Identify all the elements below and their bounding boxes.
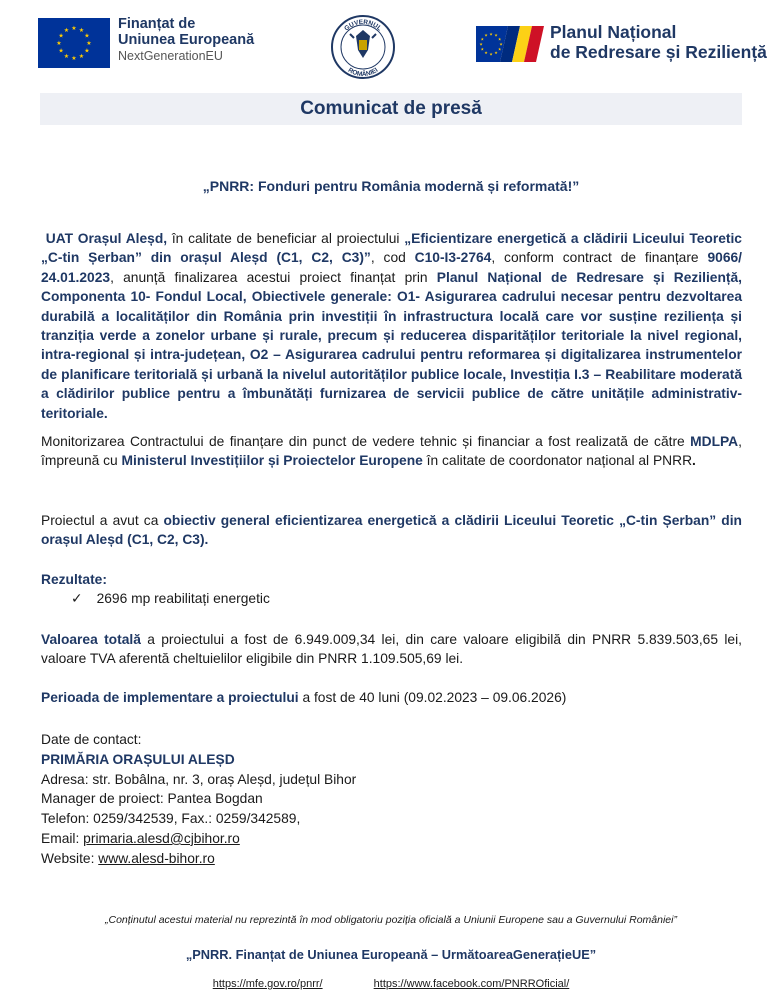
contact-phone: Telefon: 0259/342539, Fax.: 0259/342589, [41, 811, 301, 827]
eu-star-icon: ★ [71, 56, 77, 63]
result-text: 2696 mp reabilitați energetic [96, 591, 270, 607]
text-span: , conform contract de finanțare [491, 250, 708, 266]
value-paragraph [41, 630, 742, 669]
eu-star-icon: ★ [489, 51, 493, 57]
footer-slogan: „PNRR. Finanțat de Uniunea Europeană – UrmătoareaGenerațieUE” [185, 947, 597, 962]
pnrr-logo-line1: Planul Național [550, 22, 677, 42]
objective-paragraph [41, 511, 742, 550]
eu-star-icon: ★ [84, 33, 90, 40]
contract-number: 9066/ 24.01.2023 [41, 250, 742, 285]
general-objective: obiectiv general eficientizarea energetică a clădirii Liceului Teoretic „C-tin Șerban” din orașul Aleșd (C1, C2, C3). [41, 513, 742, 548]
total-value-label: Valoarea totală [41, 632, 141, 647]
eu-funding-logo-text [118, 16, 254, 64]
disclaimer: „Conținutul acestui material nu reprezintă în mod obligatoriu poziția oficială a Uniunii Europene sau a Guvernului României” [105, 914, 677, 926]
contact-org: PRIMĂRIA ORAȘULUI ALEȘD [41, 751, 235, 767]
mfe-link[interactable]: https://mfe.gov.ro/pnrr/ [212, 978, 323, 990]
text-span: în calitate de coordonator național al PNRR [422, 453, 693, 469]
text-span: , cod [370, 250, 415, 266]
monitoring-paragraph [41, 432, 742, 471]
contact-label: Date de contact: [41, 732, 142, 747]
ministry: Ministerul Investițiilor și Proiectelor Europene [121, 453, 423, 469]
contact-section [41, 730, 742, 869]
pnrr-logo-line2: de Redresare și Reziliență [550, 42, 767, 62]
text-span: Monitorizarea Contractului de finanțare din punct de vedere tehnic și financiar a fost realizată de către [41, 434, 691, 449]
contact-email-row [41, 829, 742, 849]
eu-star-icon: ★ [499, 41, 503, 47]
eu-star-icon: ★ [484, 32, 488, 38]
svg-text:ROMÂNIEI: ROMÂNIEI [346, 66, 380, 79]
mdlpa: MDLPA [690, 434, 739, 449]
pnrr-logo-text [550, 22, 767, 62]
eu-star-icon: ★ [71, 26, 77, 33]
text-span: în calitate de beneficiar al proiectului [167, 231, 405, 246]
eu-star-icon: ★ [480, 36, 485, 42]
intro-paragraph [41, 229, 742, 423]
eu-star-icon: ★ [86, 41, 92, 48]
eu-star-icon: ★ [58, 33, 64, 40]
text-span: a fost de 40 luni (09.02.2023 – 09.06.2026) [298, 690, 567, 705]
text-span: . [692, 453, 696, 469]
eu-star-icon: ★ [480, 46, 485, 52]
svg-text:GUVERNUL: GUVERNUL [343, 18, 383, 33]
footer-links [0, 978, 782, 990]
results-label: Rezultate: [41, 572, 107, 587]
eu-logo-line3: NextGenerationEU [118, 49, 223, 63]
eu-star-icon: ★ [497, 46, 502, 52]
contact-address: Adresa: str. Bobâlna, nr. 3, oraș Aleșd, județul Bihor [41, 771, 357, 787]
checkmark-icon: ✓ [71, 591, 83, 607]
eu-star-icon: ★ [489, 31, 493, 37]
website-link[interactable]: www.alesd-bihor.ro [98, 850, 215, 866]
eu-star-icon: ★ [56, 41, 62, 48]
email-link[interactable]: primaria.alesd@cjbihor.ro [83, 830, 240, 846]
email-label: Email: [41, 830, 84, 846]
page-title: Comunicat de presă [300, 98, 482, 119]
eu-star-icon: ★ [78, 54, 85, 61]
pnrr-flag-icon [474, 24, 546, 64]
website-label: Website: [41, 850, 99, 866]
eu-star-icon: ★ [78, 28, 85, 35]
period-paragraph [41, 688, 742, 707]
text-span: , împreună cu [41, 434, 742, 469]
eu-flag-icon [38, 18, 110, 68]
text-span: , anunță finalizarea acestui proiect finanțat prin [110, 269, 437, 285]
beneficiary: UAT Orașul Aleșd, [45, 231, 168, 246]
facebook-link[interactable]: https://www.facebook.com/PNRROficial/ [373, 978, 570, 990]
contact-manager: Manager de proiect: Pantea Bogdan [41, 791, 263, 807]
text-span: a proiectului a fost de 6.949.009,34 lei, din care valoare eligibilă din PNRR 5.839.503,65 lei, valoare TVA aferentă cheltuielilor eligibile din PNRR 1.109.505,69 lei. [41, 632, 742, 667]
program-description: Planul Național de Redresare și Reziliență, Componenta 10- Fondul Local, Obiectivele generale: O1- Asigurarea cadrului necesar pentru dezvoltarea durabilă a localităților din România prin investiții în infrastructura locală care vor susține reziliența și tranziția verde a zonelor urbane și rurale, precum și reducerea disparităților teritoriale la nivel regional, intra-regional și intra-județean, O2 – Asigurarea cadrului pentru reformarea și digitalizarea instrumentelor de planificare teritorială și urbană la nivelul autorităților publice locale, Investiția I.3 – Reabilitare moderată a clădirilor publice pentru a îmbunătăți furnizarea de servicii publice de către unitățile administrativ-teritoriale. [41, 269, 742, 421]
eu-star-icon: ★ [497, 36, 502, 42]
header-logos [0, 12, 782, 82]
gov-seal-icon [330, 14, 396, 80]
eu-star-icon: ★ [63, 28, 70, 35]
eu-logo-line1: Finanțat de [118, 16, 196, 32]
slogan: „PNRR: Fonduri pentru România modernă și reformată!” [202, 178, 580, 194]
eu-star-icon: ★ [494, 32, 498, 38]
project-code: C10-I3-2764 [414, 250, 492, 266]
title-band [40, 93, 742, 125]
eu-star-icon: ★ [58, 48, 64, 55]
eu-logo-line2: Uniunea Europeană [118, 32, 255, 48]
text-span: Proiectul a avut ca [41, 513, 164, 528]
eu-star-icon: ★ [484, 50, 488, 56]
results-section [41, 570, 742, 609]
eu-star-icon: ★ [84, 48, 90, 55]
eu-star-icon: ★ [63, 54, 70, 61]
result-item [41, 589, 742, 608]
project-name: „Eficientizare energetică a clădirii Liceului Teoretic „C-tin Șerban” din orașul Aleșd (C1, C2, C3)” [41, 231, 742, 266]
eu-star-icon: ★ [479, 41, 483, 47]
contact-website-row [41, 849, 742, 869]
period-label: Perioada de implementare a proiectului [41, 690, 299, 705]
eu-star-icon: ★ [494, 50, 498, 56]
